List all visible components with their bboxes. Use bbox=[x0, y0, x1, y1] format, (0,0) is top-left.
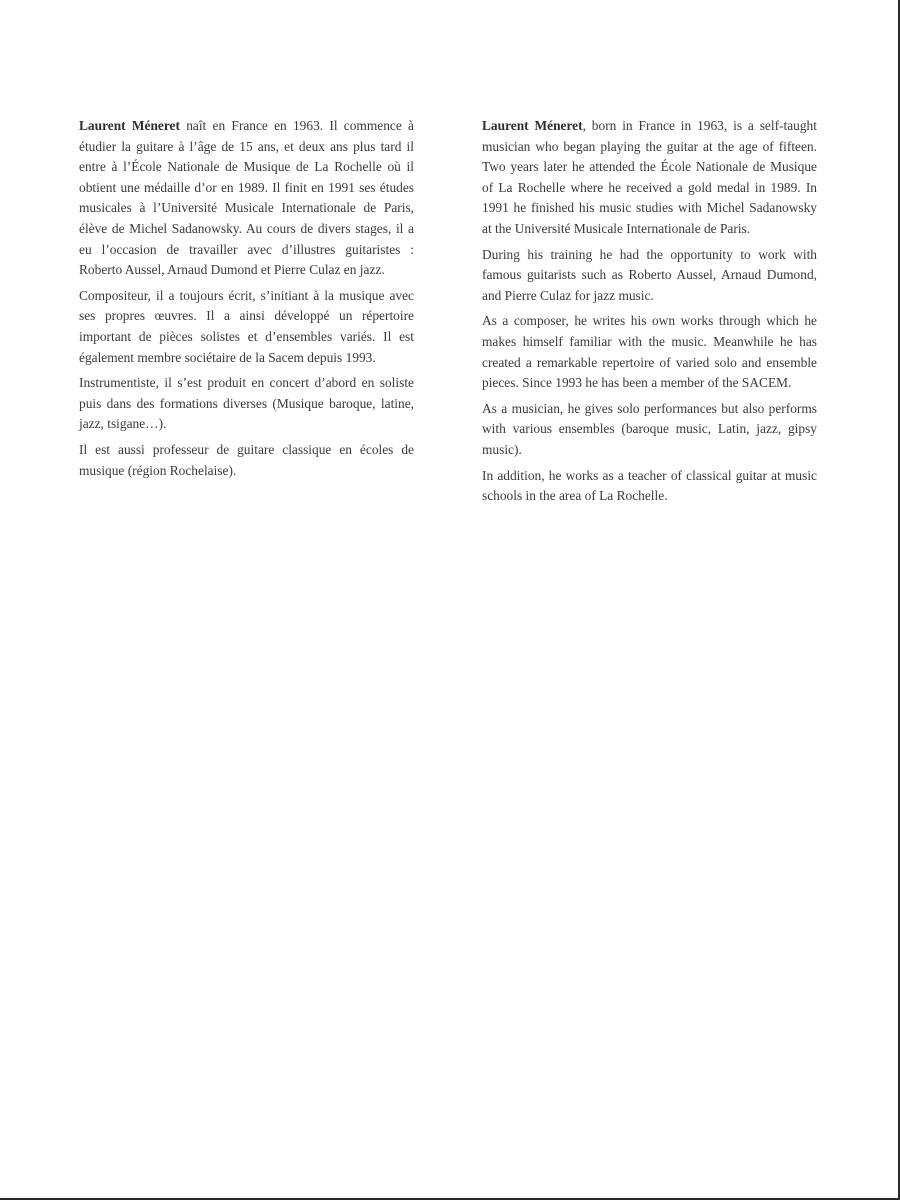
french-author-name: Laurent Méneret bbox=[79, 118, 180, 133]
french-paragraph-1 bbox=[79, 116, 414, 281]
french-paragraph-3: Instrumentiste, il s’est produit en concert d’abord en soliste puis dans des formations diverses (Musique baroque, latine, jazz, tsigane…). bbox=[79, 375, 414, 432]
english-paragraph-3: As a composer, he writes his own works through which he makes himself familiar with the music. Meanwhile he has created a remarkable repertoire of varied solo and ensemble pieces. Since 1993 he has been a member of the SACEM. bbox=[482, 313, 817, 391]
english-biography-column bbox=[482, 116, 817, 512]
french-paragraph-4: Il est aussi professeur de guitare classique en écoles de musique (région Rochelaise). bbox=[79, 441, 414, 478]
english-paragraph-1-text: , born in France in 1963, is a self-taught musician who began playing the guitar at the age of fifteen. Two years later he attended the École Nationale de Musique of La Rochelle where he received a gold medal in 1989. In 1991 he finished his music studies with Michel Sadanowsky at the Université Musicale Internationale de Paris. bbox=[482, 118, 817, 236]
english-paragraph-4: As a musician, he gives solo performances but also performs with various ensembles (baroque music, Latin, jazz, gipsy music). bbox=[482, 400, 817, 457]
french-paragraph-2: Compositeur, il a toujours écrit, s’initiant à la musique avec ses propres œuvres. Il a ainsi développé un répertoire important de pièces solistes et d’ensembles variés. Il est également membre sociétaire de la Sacem depuis 1993. bbox=[79, 287, 414, 365]
english-paragraph-1 bbox=[482, 116, 817, 240]
french-paragraph-1-text: naît en France en 1963. Il commence à étudier la guitare à l’âge de 15 ans, et deux ans plus tard il entre à l’École Nationale de Musique de La Rochelle où il obtient une médaille d’or en 1989. Il finit en 1991 ses études musicales à l’Université Musicale Internationale de Paris, élève de Michel Sadanowsky. Au cours de divers stages, il a eu l’occasion de travailler avec d’illustres guitaristes : Roberto Aussel, Arnaud Dumond et Pierre Culaz en jazz. bbox=[79, 118, 414, 278]
french-biography-column bbox=[79, 116, 414, 486]
english-author-name: Laurent Méneret bbox=[482, 118, 583, 133]
english-paragraph-5: In addition, he works as a teacher of classical guitar at music schools in the area of La Rochelle. bbox=[482, 467, 817, 504]
english-paragraph-2: During his training he had the opportunity to work with famous guitarists such as Roberto Aussel, Arnaud Dumond, and Pierre Culaz for jazz music. bbox=[482, 246, 817, 303]
